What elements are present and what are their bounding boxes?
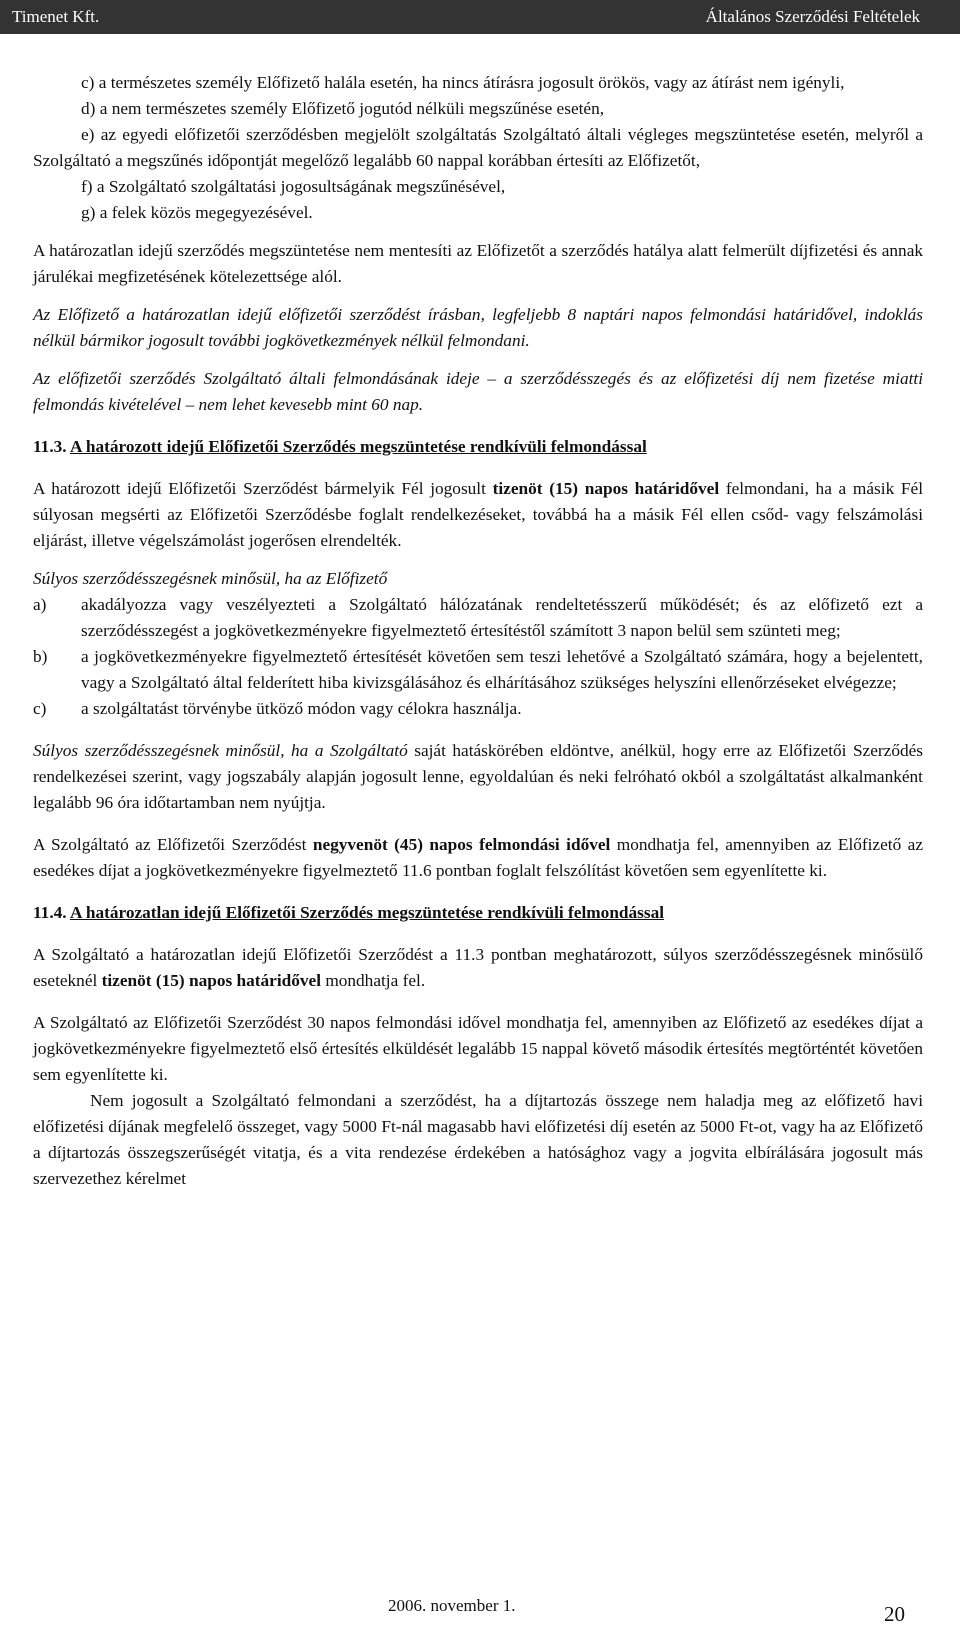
section-title: A határozott idejű Előfizetői Szerződés megszüntetése rendkívüli felmondással — [69, 437, 647, 456]
list-item-f: f) a Szolgáltató szolgáltatási jogosultságának megszűnésével, — [81, 177, 506, 196]
document-body — [33, 70, 923, 1192]
paragraph-not-entitled: Nem jogosult a Szolgáltató felmondani a szerződést, ha a díjtartozás összege nem haladja meg az előfizető havi előfizetési díjának megfelelő összeget, vagy 5000 Ft-nál magasabb havi előfizetési díj esetén az 5000 Ft-ot, vagy ha az Előfizető a díjtartozás összegszerűségét vitatja, és a vita rendezése érdekében a hatósághoz vagy a jogvita elbírálására jogosult más szervezethez kérelmet — [33, 1091, 923, 1188]
list-text: a jogkövetkezményekre figyelmeztető értesítését követően sem teszi lehetővé a Szolgáltató számára, hogy a bejelentett, vagy a Szolgáltató által felderített hiba kivizsgálásához és elhárításához szükséges helyszíni ellenőrzéseket elvégezze; — [81, 647, 923, 692]
list-item-d: d) a nem természetes személy Előfizető jogutód nélküli megszűnése esetén, — [81, 99, 605, 118]
list-item — [33, 592, 923, 644]
paragraph-termination-note: A határozatlan idejű szerződés megszüntetése nem mentesíti az Előfizetőt a szerződés hatálya alatt felmerült díjfizetési és annak járulékai megfizetésének kötelezettsége alól. — [33, 241, 923, 286]
section-title: A határozatlan idejű Előfizetői Szerződés megszüntetése rendkívüli felmondással — [69, 903, 665, 922]
paragraph-45-day: A Szolgáltató az Előfizetői Szerződést negyvenöt (45) napos felmondási idővel mondhatja fel, amennyiben az Előfizető az esedékes díjat a jogkövetkezményekre figyelmeztető 11.6 pontban foglalt felszólítást követően sem egyenlítette ki. — [33, 835, 924, 880]
list-item — [33, 644, 923, 696]
paragraph-breach-lead: Súlyos szerződésszegésnek minősül, ha az Előfizető — [33, 569, 388, 588]
list-text: akadályozza vagy veszélyezteti a Szolgáltató hálózatának rendeltetésszerű működését; és az előfizető ezt a szerződésszegést a jogkövetkezményekre figyelmeztető értesítéstől számított 3 napon belül sem szünteti meg; — [81, 595, 923, 640]
paragraph-30-day: A Szolgáltató az Előfizetői Szerződést 30 napos felmondási idővel mondhatja fel, amennyiben az Előfizető az esedékes díjat a jogkövetkezményekre figyelmeztető első értesítés elküldését legalább 15 nappal követő második értesítés megtörténtét követően sem egyenlítette ki. — [33, 1013, 923, 1084]
section-heading-11-4 — [33, 900, 923, 926]
list-text: a szolgáltatást törvénybe ütköző módon vagy célokra használja. — [81, 699, 522, 718]
bold-deadline: tizenöt (15) napos határidővel — [101, 971, 321, 990]
bold-deadline: tizenöt (15) napos határidővel — [492, 479, 720, 498]
page-header — [0, 0, 960, 34]
section-number: 11.4. — [33, 903, 67, 922]
list-item-g: g) a felek közös megegyezésével. — [81, 203, 313, 222]
header-doc-title: Általános Szerződési Feltételek — [705, 7, 920, 26]
list-item-e: e) az egyedi előfizetői szerződésben megjelölt szolgáltatás Szolgáltató általi végleges megszüntetése esetén, melyről a Szolgáltató a megszűnés időpontját megelőző legalább 60 nappal korábban értesíti az Előfizetőt, — [33, 125, 923, 170]
header-company: Timenet Kft. — [12, 7, 100, 26]
list-item — [33, 696, 923, 722]
bold-notice-period: negyvenöt (45) napos felmondási idővel — [312, 835, 611, 854]
footer-date: 2006. november 1. — [388, 1596, 516, 1615]
page-number: 20 — [884, 1602, 905, 1626]
paragraph-provider-breach: Súlyos szerződésszegésnek minősül, ha a Szolgáltató saját hatáskörében eldöntve, anélkül, hogy erre az Előfizetői Szerződés rendelkezései szerint, vagy jogszabály alapján jogosult lenne, egyoldalúan és neki felróható okból a szolgáltatást alkalmanként legalább 96 óra időtartamban nem nyújtja. — [33, 741, 923, 812]
list-label: b) — [33, 647, 48, 666]
paragraph-fixed-term: A határozott idejű Előfizetői Szerződést bármelyik Fél jogosult tizenöt (15) napos határidővel felmondani, ha a másik Fél súlyosan megsérti az Előfizetői Szerződésbe foglalt rendelkezéseket, továbbá ha a másik Fél ellen csőd- vagy felszámolási eljárást, illetve végelszámolást jogerősen elrendelték. — [33, 479, 923, 550]
list-item-c: c) a természetes személy Előfizető halála esetén, ha nincs átírásra jogosult örökös, vagy az átírást nem igényli, — [81, 73, 845, 92]
list-label: a) — [33, 595, 47, 614]
section-heading-11-3 — [33, 434, 923, 460]
paragraph-subscriber-notice: Az Előfizető a határozatlan idejű előfizetői szerződést írásban, legfeljebb 8 naptári napos felmondási határidővel, indoklás nélkül bármikor jogosult további jogkövetkezmények nélkül felmondani. — [33, 305, 923, 350]
section-number: 11.3. — [33, 437, 67, 456]
paragraph-provider-notice: Az előfizetői szerződés Szolgáltató általi felmondásának ideje – a szerződésszegés és az előfizetési díj nem fizetése miatti felmondás kivételével – nem lehet kevesebb mint 60 nap. — [33, 369, 923, 414]
list-label: c) — [33, 699, 47, 718]
breach-list — [33, 592, 923, 722]
paragraph-indefinite-term: A Szolgáltató a határozatlan idejű Előfizetői Szerződést a 11.3 pontban meghatározott, súlyos szerződésszegésnek minősülő eseteknél tizenöt (15) napos határidővel mondhatja fel. — [33, 945, 923, 990]
